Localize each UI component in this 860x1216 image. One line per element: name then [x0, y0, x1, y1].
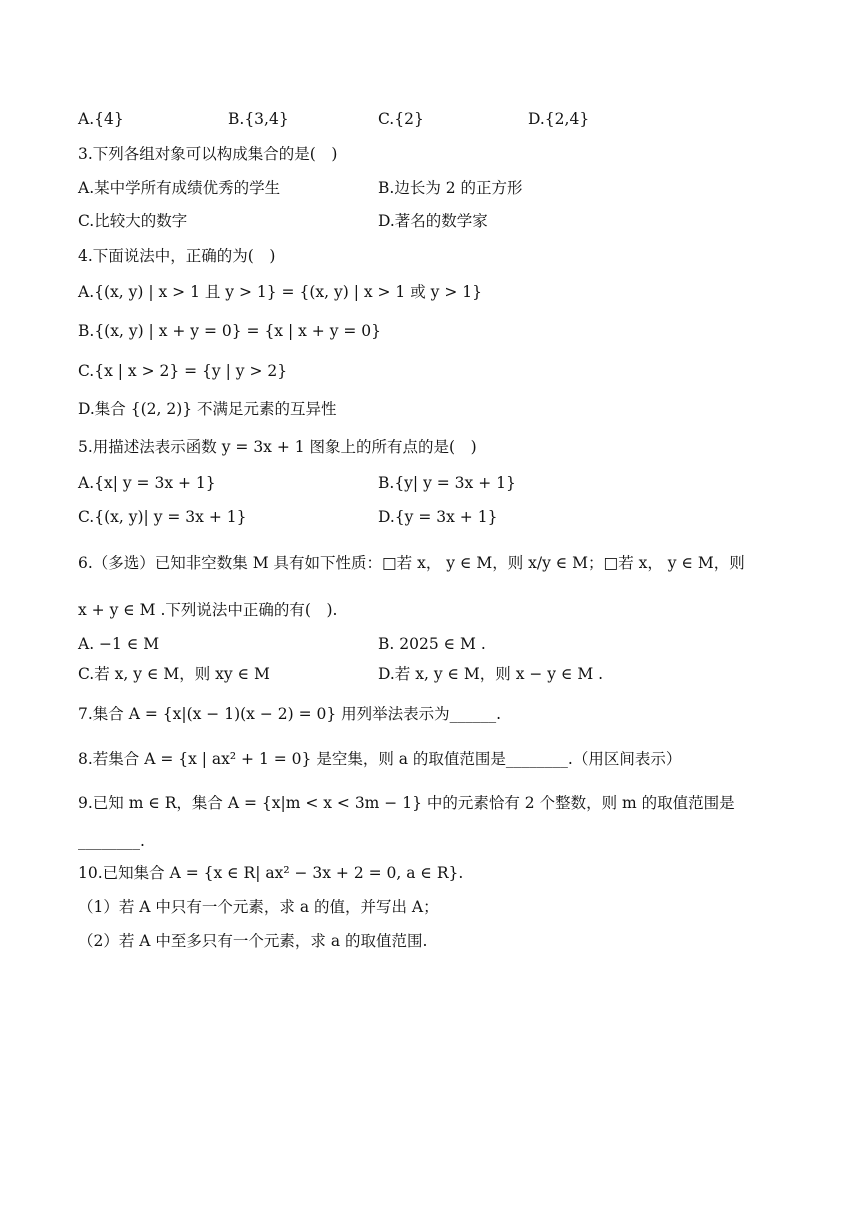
q4-option-c: C.{x | x > 2} = {y | y > 2}: [78, 362, 288, 380]
q6-stem-line2: x + y ∈ M .下列说法中正确的有( ).: [78, 601, 338, 619]
q5-option-a: A.{x| y = 3x + 1}: [78, 474, 216, 492]
q3-option-c: C.比较大的数字: [78, 212, 188, 230]
q2-option-d: D.{2,4}: [528, 110, 590, 128]
q3-option-d: D.著名的数学家: [378, 212, 488, 230]
q7-stem: 7.集合 A = {x|(x − 1)(x − 2) = 0} 用列举法表示为______.: [78, 705, 502, 723]
q3-stem: 3.下列各组对象可以构成集合的是( ): [78, 145, 338, 163]
q2-option-c: C.{2}: [378, 110, 424, 128]
q4-option-a: A.{(x, y) | x > 1 且 y > 1} = {(x, y) | x > 1 或 y > 1}: [78, 283, 482, 301]
q2-option-a: A.{4}: [78, 110, 124, 128]
q3-option-a: A.某中学所有成绩优秀的学生: [78, 179, 281, 197]
q10-part1: （1）若 A 中只有一个元素，求 a 的值，并写出 A；: [78, 898, 439, 916]
q5-option-b: B.{y| y = 3x + 1}: [378, 474, 516, 492]
q6-stem-line1: 6.（多选）已知非空数集 M 具有如下性质：□若 x， y ∈ M，则 x/y ∈ M；□若 x， y ∈ M，则: [78, 554, 745, 572]
q5-option-c: C.{(x, y)| y = 3x + 1}: [78, 508, 247, 526]
q2-option-b: B.{3,4}: [228, 110, 289, 128]
q6-option-a: A. −1 ∈ M: [78, 635, 160, 653]
q10-part2: （2）若 A 中至多只有一个元素，求 a 的取值范围.: [78, 932, 428, 950]
q6-option-b: B. 2025 ∈ M .: [378, 635, 486, 653]
q4-option-d: D.集合 {(2, 2)} 不满足元素的互异性: [78, 400, 337, 418]
q4-stem: 4.下面说法中，正确的为( ): [78, 247, 276, 265]
q8-stem: 8.若集合 A = {x | ax² + 1 = 0} 是空集，则 a 的取值范围是________.（用区间表示）: [78, 750, 682, 768]
q5-stem: 5.用描述法表示函数 y = 3x + 1 图象上的所有点的是( ): [78, 438, 477, 456]
q5-option-d: D.{y = 3x + 1}: [378, 508, 498, 526]
q6-option-c: C.若 x, y ∈ M，则 xy ∈ M: [78, 665, 270, 683]
q9-stem-line1: 9.已知 m ∈ R，集合 A = {x|m < x < 3m − 1} 中的元素恰有 2 个整数，则 m 的取值范围是: [78, 794, 735, 812]
q10-stem: 10.已知集合 A = {x ∈ R| ax² − 3x + 2 = 0, a ∈ R}.: [78, 864, 464, 882]
q6-option-d: D.若 x, y ∈ M，则 x − y ∈ M .: [378, 665, 604, 683]
q9-stem-line2: ________.: [78, 832, 145, 850]
q4-option-b: B.{(x, y) | x + y = 0} = {x | x + y = 0}: [78, 322, 382, 340]
q3-option-b: B.边长为 2 的正方形: [378, 179, 523, 197]
